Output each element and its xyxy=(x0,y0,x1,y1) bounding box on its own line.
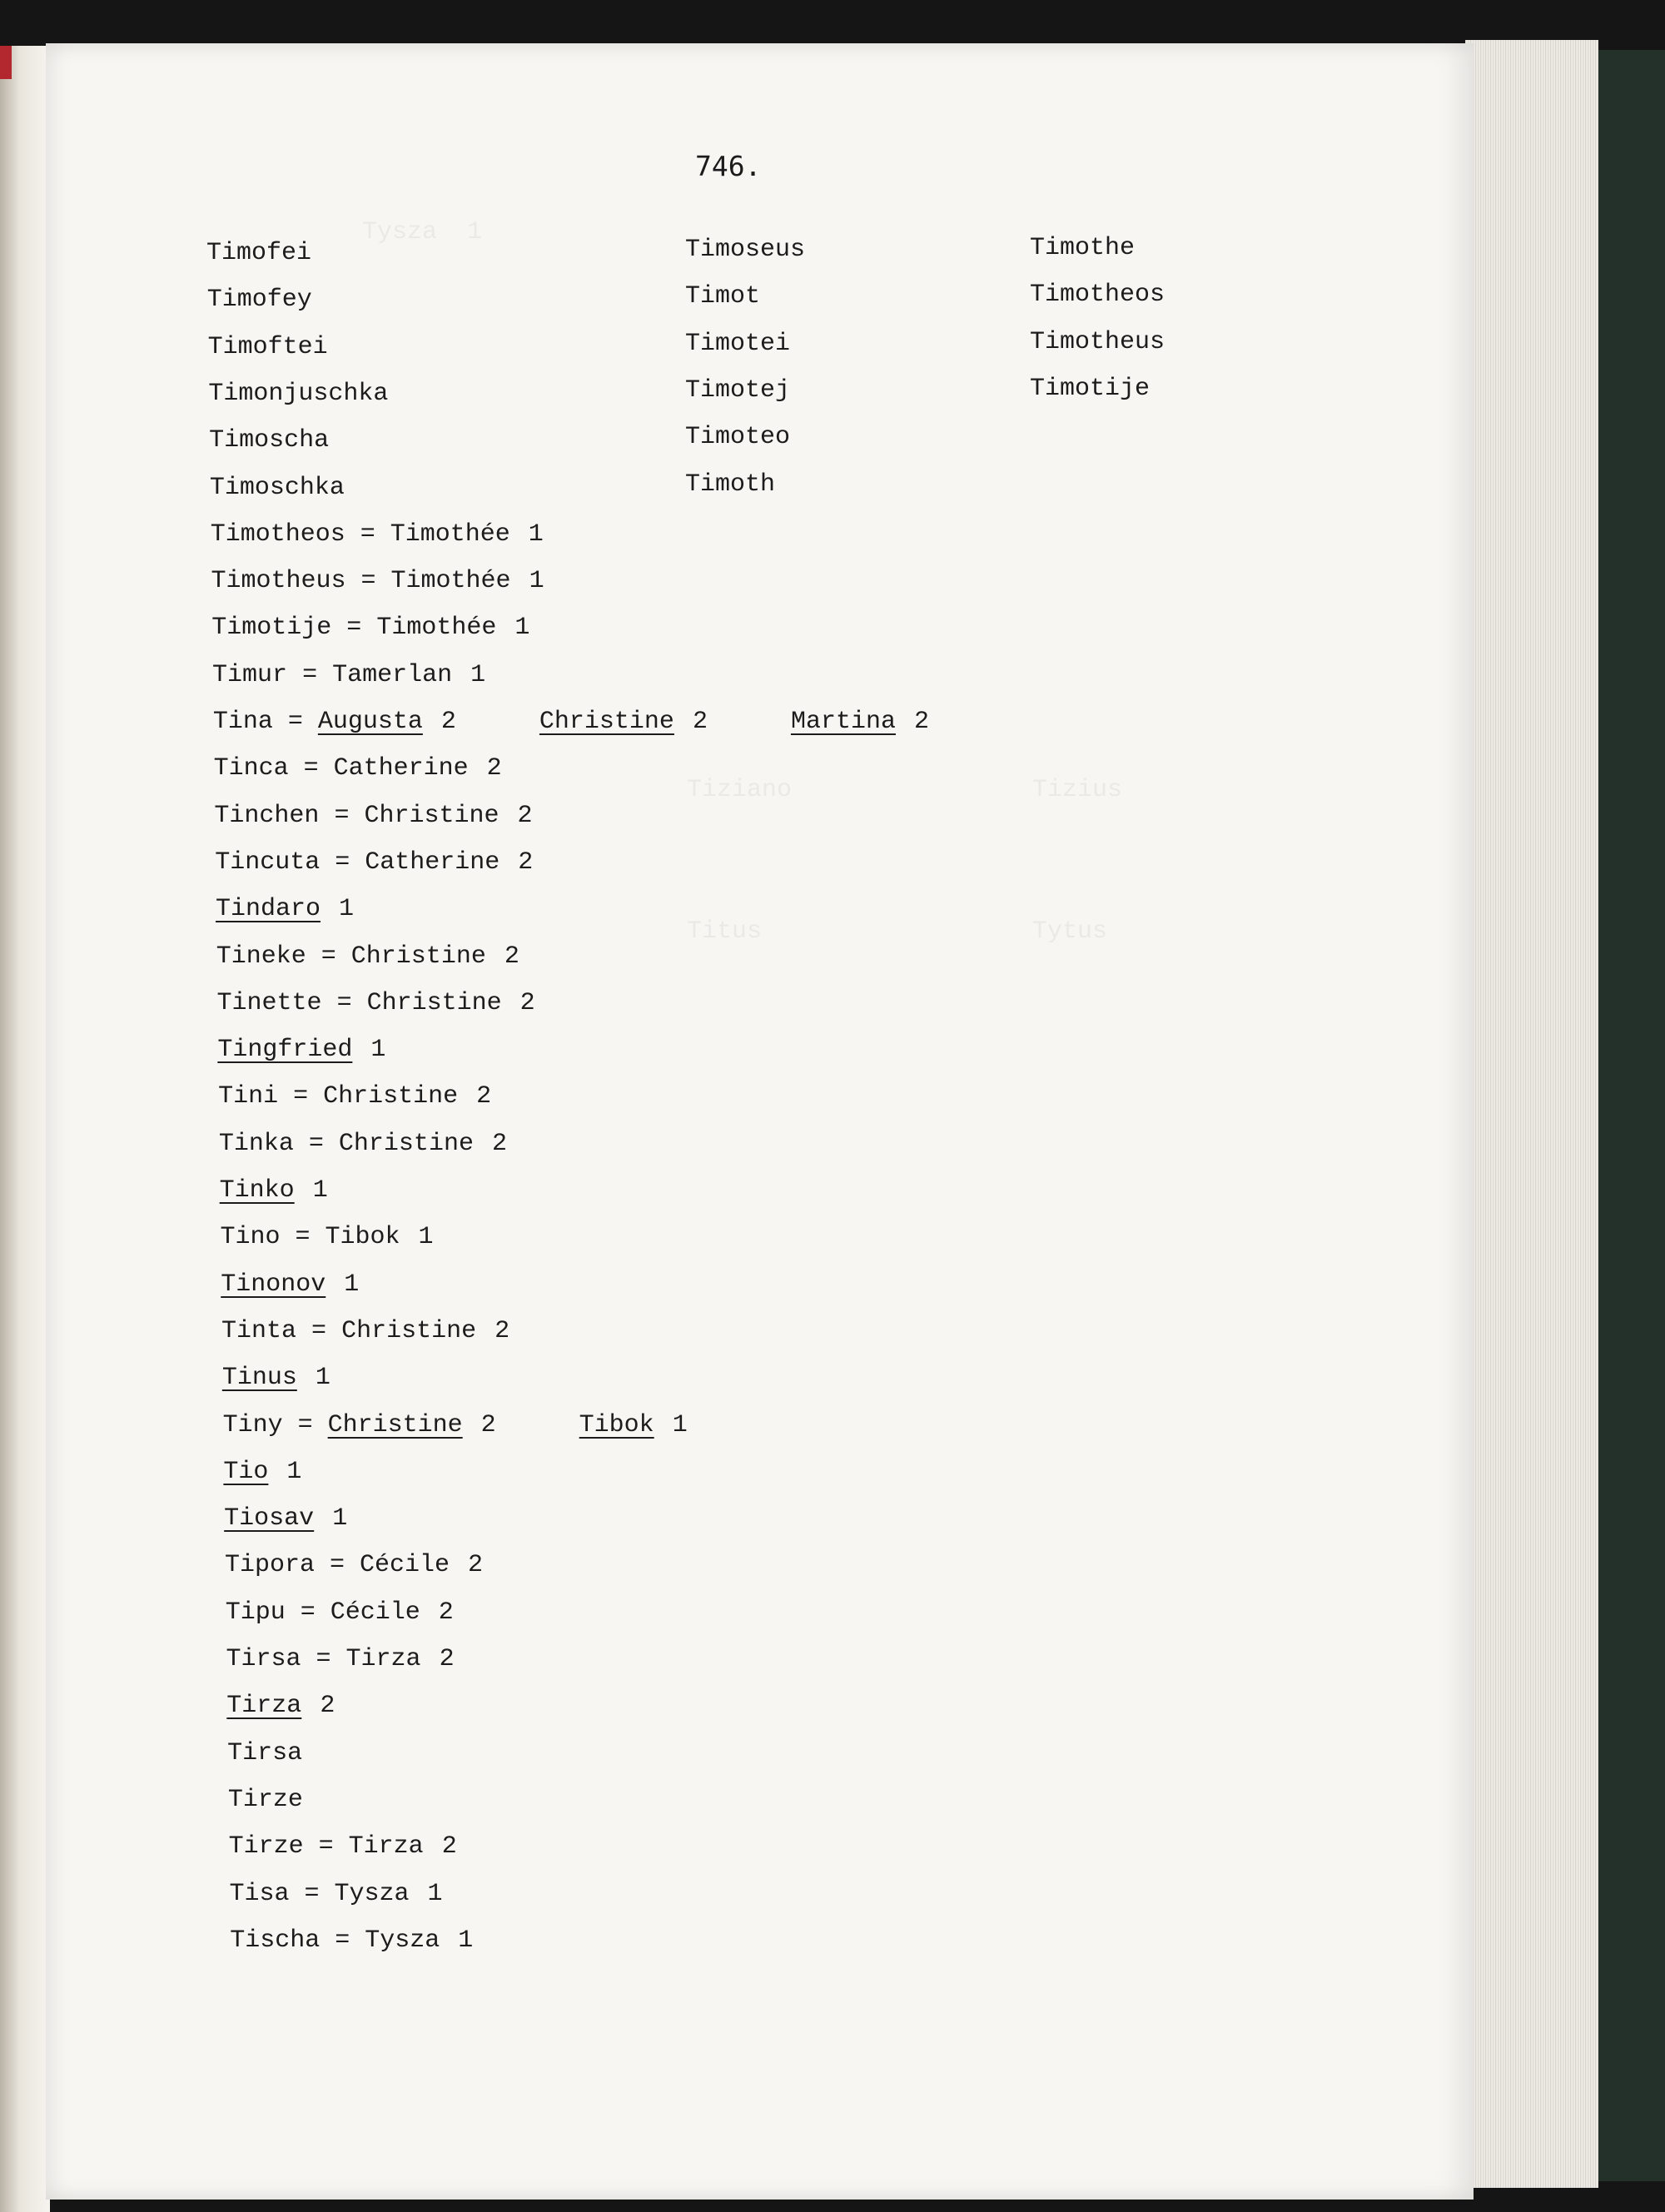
entry-name: Timotheos xyxy=(210,519,345,549)
entry-name: Timofei xyxy=(206,239,312,267)
list-item xyxy=(227,1737,302,1770)
list-item xyxy=(211,564,544,598)
list-item xyxy=(220,1220,433,1254)
equals-sign: = xyxy=(280,1223,326,1252)
frequency-count: 1 xyxy=(418,1223,434,1252)
list-item xyxy=(222,1361,331,1394)
equivalent-name: Tysza xyxy=(334,1879,410,1908)
frequency-count: 2 xyxy=(438,1598,454,1627)
entry-name: Tirze xyxy=(227,1785,303,1814)
entry-name: Tinka xyxy=(218,1129,294,1158)
entry-name: Tinonov xyxy=(221,1270,326,1299)
equals-sign: = xyxy=(331,614,377,643)
equivalent-name: Christine xyxy=(366,988,502,1017)
frequency-count: 2 xyxy=(480,1410,496,1439)
list-item xyxy=(211,611,529,644)
list-item xyxy=(225,1548,483,1582)
equals-sign: = xyxy=(303,1832,349,1862)
equivalent-name: Timothée xyxy=(390,519,510,549)
frequency-count: 2 xyxy=(441,1832,457,1862)
entry-name: Tischa xyxy=(230,1926,321,1955)
variant-item: Timot xyxy=(685,282,761,311)
book-page xyxy=(46,43,1474,2200)
list-item xyxy=(229,1877,442,1911)
entry-name: Tipora xyxy=(224,1551,315,1580)
list-item xyxy=(211,518,544,551)
entry-name: Tina xyxy=(212,708,273,736)
equivalent-name: Timothée xyxy=(376,614,497,643)
equals-sign: = xyxy=(285,1598,331,1627)
list-item xyxy=(221,1268,359,1301)
entry-name: Tindaro xyxy=(215,895,321,924)
list-item xyxy=(223,1455,301,1489)
list-item xyxy=(226,1643,455,1676)
equivalent-name: Christine xyxy=(323,1082,459,1111)
equivalent-name: Tysza xyxy=(365,1926,440,1955)
entry-name: Tini xyxy=(218,1082,279,1111)
equals-sign: = xyxy=(320,1926,365,1955)
list-item xyxy=(226,1689,335,1722)
list-item xyxy=(215,846,533,879)
equivalent-name: Timothée xyxy=(390,567,511,596)
frequency-count: 2 xyxy=(486,754,502,783)
entry-name: Timoscha xyxy=(209,426,330,455)
equivalent-name: Tamerlan xyxy=(332,660,453,689)
equivalent-name: Tirza xyxy=(348,1832,424,1862)
variant-item: Timoth xyxy=(685,470,776,499)
variant-item: Timotej xyxy=(685,375,791,405)
list-item xyxy=(228,1783,303,1817)
equivalent-name: Christine xyxy=(338,1129,474,1158)
list-item xyxy=(221,1315,509,1348)
frequency-count: 1 xyxy=(672,1410,688,1439)
equivalent-name: Cécile xyxy=(330,1598,420,1627)
equivalent-name: Catherine xyxy=(365,848,500,877)
page-number: 746. xyxy=(695,150,762,182)
entry-name: Tisa xyxy=(229,1879,290,1908)
entry-name: Tinchen xyxy=(214,801,320,830)
equivalent-name: Tirza xyxy=(345,1645,421,1673)
equals-sign: = xyxy=(345,567,391,596)
list-item xyxy=(224,1502,347,1535)
frequency-count: 1 xyxy=(427,1879,443,1908)
list-item xyxy=(217,987,535,1020)
list-item xyxy=(216,892,354,926)
frequency-count: 1 xyxy=(315,1364,331,1393)
variant-item: Timoteo xyxy=(685,423,791,452)
equivalent-name: Tibok xyxy=(579,1410,654,1439)
variant-item: Timotije xyxy=(1030,374,1151,403)
equals-sign: = xyxy=(287,660,333,689)
entry-name: Tinko xyxy=(219,1176,295,1205)
bleed-through-text: Tizius xyxy=(1032,776,1123,804)
entry-name: Timofey xyxy=(206,286,312,315)
equals-sign: = xyxy=(320,848,365,877)
frequency-count: 1 xyxy=(370,1036,386,1065)
frequency-count: 2 xyxy=(517,801,533,830)
equivalent-name: Martina xyxy=(790,708,896,736)
equals-sign: = xyxy=(293,1129,339,1158)
list-item xyxy=(216,940,519,973)
list-item xyxy=(226,1596,454,1629)
entry-name: Tingfried xyxy=(217,1036,353,1065)
list-item xyxy=(209,424,329,457)
entry-name: Tineke xyxy=(216,942,306,971)
frequency-count: 2 xyxy=(468,1551,484,1580)
list-item xyxy=(219,1127,507,1161)
entry-name: Tinette xyxy=(216,988,322,1017)
entry-name: Tipu xyxy=(225,1598,286,1627)
entry-name: Timotije xyxy=(211,614,332,643)
bleed-through-text: Tysza 1 xyxy=(362,218,483,246)
entry-name: Tincuta xyxy=(215,848,321,877)
equivalent-name: Tibok xyxy=(325,1223,400,1252)
bleed-through-text: Titus xyxy=(687,917,763,946)
list-item xyxy=(214,799,532,833)
variant-item: Timothe xyxy=(1030,234,1136,262)
list-item xyxy=(207,283,312,316)
frequency-count: 2 xyxy=(491,1129,507,1158)
equals-sign: = xyxy=(288,754,334,783)
equals-sign: = xyxy=(289,1879,335,1908)
equals-sign: = xyxy=(314,1551,360,1580)
list-item xyxy=(223,1409,688,1442)
entry-name: Timonjuschka xyxy=(208,379,389,408)
list-item xyxy=(206,236,311,270)
frequency-count: 2 xyxy=(439,1645,455,1673)
equals-sign: = xyxy=(321,988,367,1017)
equals-sign: = xyxy=(345,519,390,549)
equivalent-name: Catherine xyxy=(333,754,469,783)
frequency-count: 1 xyxy=(286,1457,302,1486)
list-item xyxy=(218,1080,491,1113)
bookmark-ribbon xyxy=(0,46,12,79)
bleed-through-text: Tytus xyxy=(1032,917,1108,946)
list-item xyxy=(210,471,345,505)
frequency-count: 2 xyxy=(320,1692,335,1721)
entry-name: Tirsa xyxy=(226,1645,301,1673)
equals-sign: = xyxy=(296,1316,342,1345)
entry-name: Tiny xyxy=(222,1410,283,1439)
variant-item: Timotei xyxy=(685,329,791,358)
entry-name: Tinus xyxy=(221,1364,297,1393)
frequency-count: 2 xyxy=(692,708,708,736)
equals-sign: = xyxy=(301,1645,346,1673)
frequency-count: 2 xyxy=(518,848,534,877)
variant-item: Timotheus xyxy=(1030,327,1166,356)
list-item xyxy=(213,705,929,738)
entry-name: Timoftei xyxy=(207,332,328,361)
entry-name: Timoschka xyxy=(209,473,345,502)
entry-name: Timotheus xyxy=(211,567,346,596)
frequency-count: 2 xyxy=(519,988,535,1017)
list-item xyxy=(220,1174,328,1207)
equals-sign: = xyxy=(278,1082,324,1111)
entry-name: Tinta xyxy=(221,1316,297,1345)
equivalent-name: Christine xyxy=(341,1316,477,1345)
frequency-count: 2 xyxy=(504,942,519,971)
list-item xyxy=(214,752,502,785)
equivalent-name: Cécile xyxy=(359,1551,450,1580)
list-item xyxy=(212,659,485,692)
frequency-count: 1 xyxy=(339,895,355,924)
variant-item: Timoseus xyxy=(685,236,806,264)
equals-sign: = xyxy=(306,942,351,971)
equals-sign: = xyxy=(272,708,318,736)
equivalent-name: Christine xyxy=(364,801,500,830)
frequency-count: 1 xyxy=(312,1176,328,1205)
frequency-count: 2 xyxy=(913,708,929,736)
frequency-count: 1 xyxy=(458,1926,474,1955)
entry-name: Tino xyxy=(220,1223,281,1252)
entry-name: Timur xyxy=(212,660,288,689)
frequency-count: 1 xyxy=(332,1504,348,1533)
frequency-count: 2 xyxy=(476,1082,492,1111)
entry-name: Tirza xyxy=(226,1692,302,1721)
list-item xyxy=(217,1033,385,1066)
frequency-count: 2 xyxy=(495,1316,510,1345)
bleed-through-text: Tiziano xyxy=(687,776,793,804)
page-stack-edge xyxy=(1465,40,1598,2188)
equivalent-name: Christine xyxy=(539,708,674,736)
list-item xyxy=(208,377,388,410)
entry-name: Tirze xyxy=(228,1832,304,1862)
frequency-count: 1 xyxy=(529,567,544,596)
frequency-count: 1 xyxy=(470,660,486,689)
entry-name: Tiosav xyxy=(224,1504,315,1533)
facing-page-edge xyxy=(0,46,50,2212)
equivalent-name: Christine xyxy=(350,942,486,971)
equivalent-name: Christine xyxy=(327,1410,463,1439)
equivalent-name: Augusta xyxy=(317,708,423,736)
list-item xyxy=(230,1924,473,1957)
list-item xyxy=(229,1830,457,1863)
equals-sign: = xyxy=(319,801,365,830)
entry-name: Tirsa xyxy=(227,1738,303,1767)
frequency-count: 1 xyxy=(514,614,530,643)
frequency-count: 2 xyxy=(440,708,456,736)
entry-name: Tinca xyxy=(213,754,289,783)
equals-sign: = xyxy=(282,1410,328,1439)
list-item xyxy=(208,331,328,364)
frequency-count: 1 xyxy=(528,519,544,549)
frequency-count: 1 xyxy=(344,1270,360,1299)
entry-name: Tio xyxy=(223,1457,269,1486)
variant-item: Timotheos xyxy=(1030,281,1166,310)
